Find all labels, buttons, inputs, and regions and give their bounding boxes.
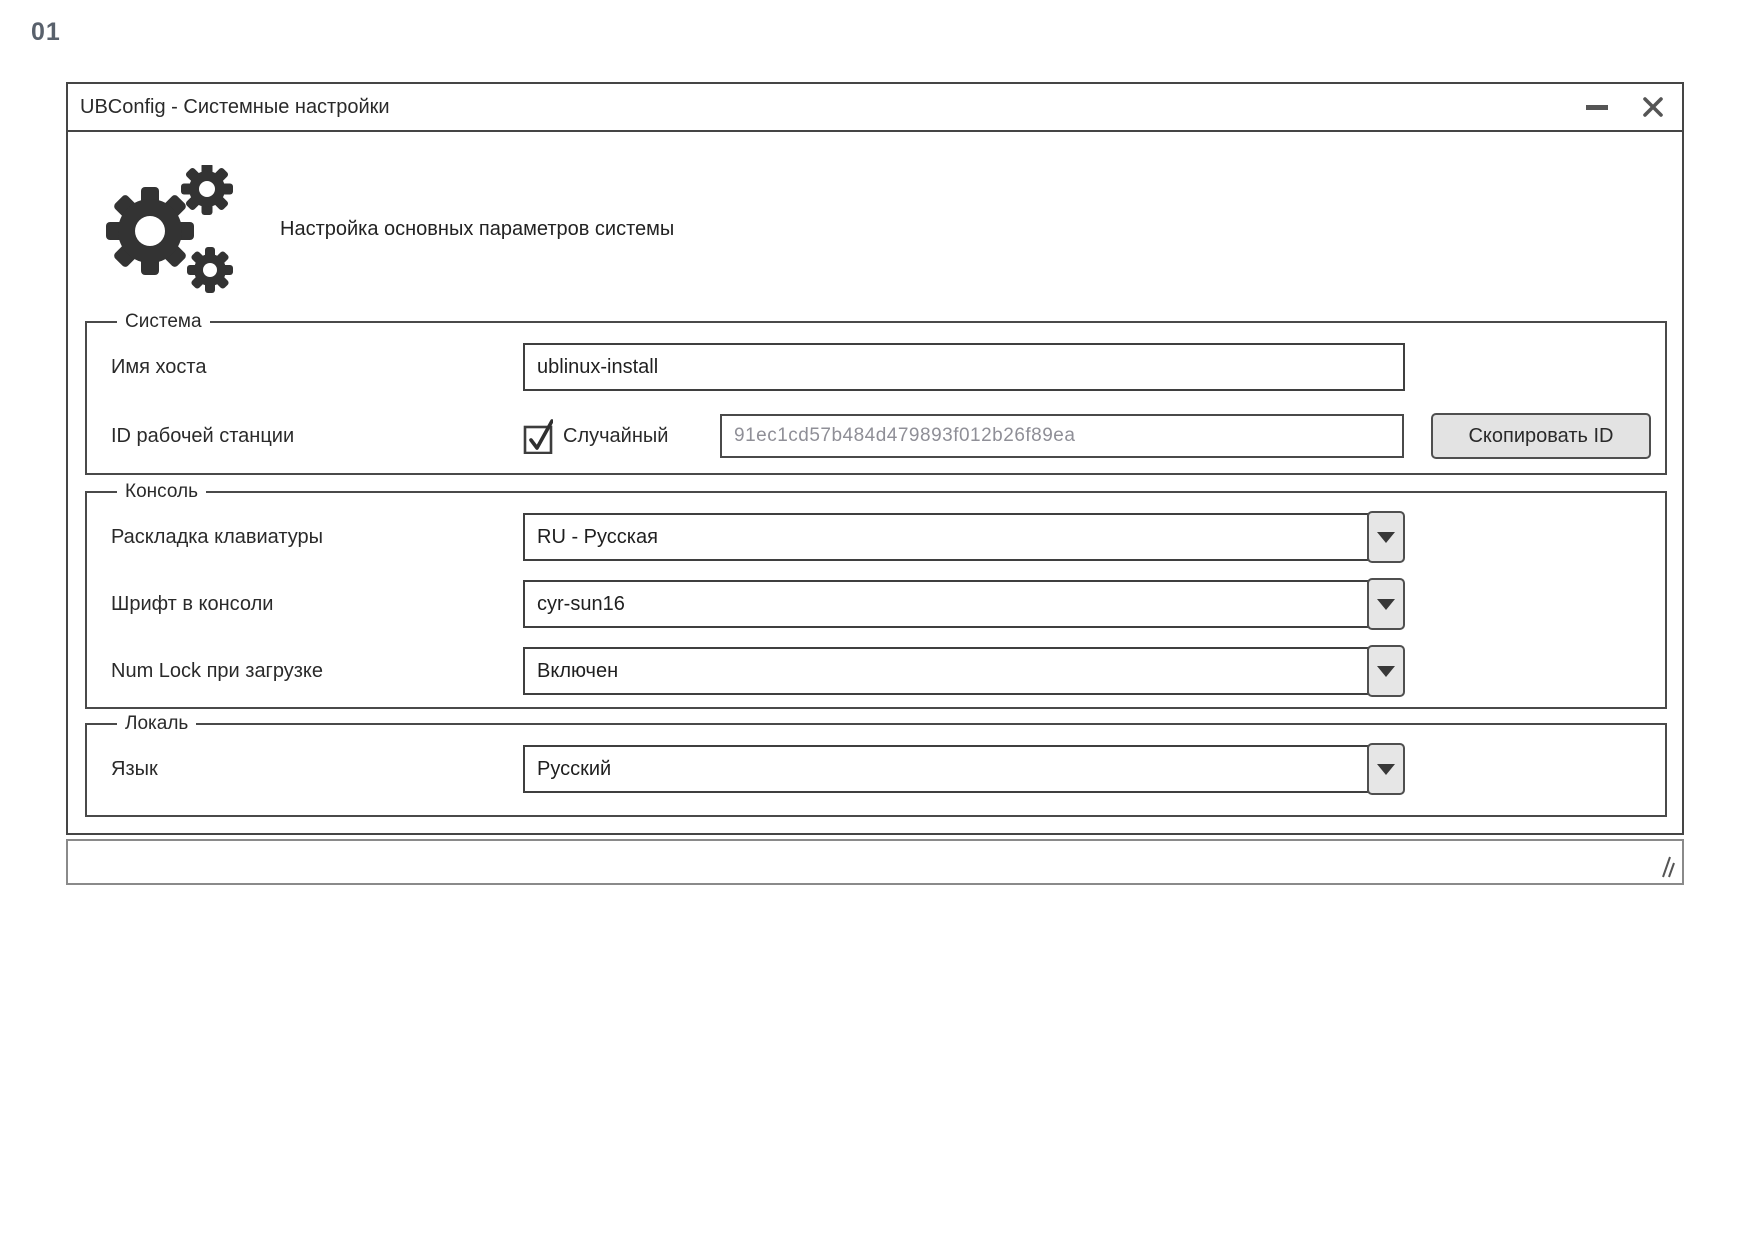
locale-section [85, 713, 1667, 817]
chevron-down-icon [1377, 532, 1395, 543]
console-section [85, 481, 1667, 709]
slide-number-label: 01 [31, 18, 61, 46]
language-dropdown[interactable] [523, 743, 1407, 795]
minimize-icon [1586, 105, 1608, 110]
console-font-label: Шрифт в консоли [111, 592, 274, 615]
close-icon [1642, 96, 1664, 118]
workstation-id-input[interactable] [720, 414, 1404, 458]
numlock-dropdown[interactable] [523, 645, 1407, 697]
random-checkbox[interactable] [523, 418, 720, 454]
chevron-down-icon [1377, 666, 1395, 677]
status-bar [66, 839, 1684, 885]
minimize-button[interactable] [1586, 105, 1608, 110]
copy-id-button[interactable]: Скопировать ID [1431, 413, 1651, 459]
workstation-id-value: 91ec1cd57b484d479893f012b26f89ea [734, 425, 1076, 446]
hostname-label: Имя хоста [111, 355, 207, 378]
numlock-dropdown-button[interactable] [1367, 645, 1405, 697]
keyboard-layout-dropdown[interactable] [523, 511, 1407, 563]
numlock-row [111, 645, 1651, 697]
ubconfig-window [66, 82, 1684, 835]
random-checkbox-label: Случайный [563, 424, 669, 447]
resize-grip[interactable] [1653, 850, 1677, 880]
console-font-row [111, 578, 1651, 630]
chevron-down-icon [1377, 599, 1395, 610]
intro-block [88, 165, 1682, 293]
numlock-selected-value[interactable]: Включен [523, 647, 1369, 695]
locale-section-legend: Локаль [125, 713, 189, 734]
system-section-legend: Система [125, 311, 202, 332]
keyboard-layout-row [111, 511, 1651, 563]
chevron-down-icon [1377, 764, 1395, 775]
close-button[interactable] [1642, 96, 1664, 118]
gears-icon [88, 165, 238, 293]
console-section-legend: Консоль [125, 481, 198, 502]
hostname-row [111, 343, 1651, 391]
window-titlebar[interactable] [68, 84, 1682, 132]
language-selected-value[interactable]: Русский [523, 745, 1369, 793]
workstation-id-label: ID рабочей станции [111, 424, 295, 447]
workstation-id-row [111, 413, 1651, 459]
window-description: Настройка основных параметров системы [280, 217, 675, 240]
language-row [111, 743, 1651, 795]
console-font-dropdown-button[interactable] [1367, 578, 1405, 630]
system-section [85, 311, 1667, 475]
keyboard-layout-selected-value[interactable]: RU - Русская [523, 513, 1369, 561]
checkbox-checked-icon [523, 418, 553, 454]
hostname-value: ublinux-install [537, 355, 659, 378]
console-font-dropdown[interactable] [523, 578, 1407, 630]
window-title: UBConfig - Системные настройки [80, 95, 390, 118]
keyboard-layout-label: Раскладка клавиатуры [111, 525, 324, 548]
console-font-selected-value[interactable]: cyr-sun16 [523, 580, 1369, 628]
numlock-label: Num Lock при загрузке [111, 659, 324, 682]
language-label: Язык [111, 757, 158, 780]
hostname-input[interactable] [523, 343, 1405, 391]
language-dropdown-button[interactable] [1367, 743, 1405, 795]
keyboard-layout-dropdown-button[interactable] [1367, 511, 1405, 563]
